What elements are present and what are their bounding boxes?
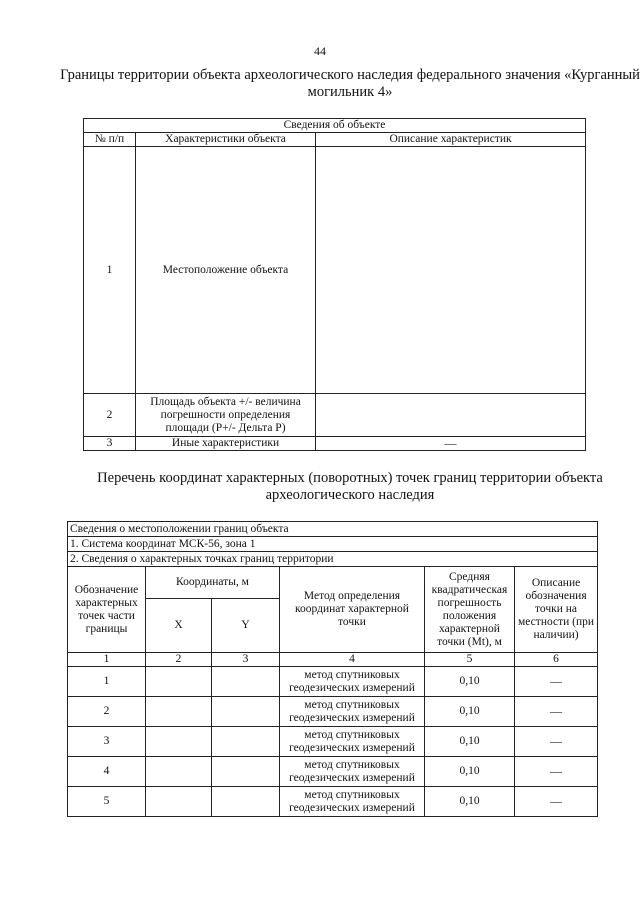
row-characteristic: Иные характеристики <box>136 437 316 451</box>
cell-description: — <box>515 787 598 817</box>
table-row <box>68 697 598 727</box>
coordinates-title: Перечень координат характерных (поворотных) точек границ территории объекта археологического наследия <box>97 470 603 503</box>
column-number: 2 <box>146 653 212 667</box>
table-row <box>68 727 598 757</box>
table-row <box>68 787 598 817</box>
column-number: 5 <box>425 653 515 667</box>
cell-accuracy: 0,10 <box>425 667 515 697</box>
row-num: 3 <box>84 437 136 451</box>
cell-y <box>212 667 280 697</box>
row-description <box>316 394 586 437</box>
cell-accuracy: 0,10 <box>425 697 515 727</box>
cell-accuracy: 0,10 <box>425 787 515 817</box>
cell-x <box>146 757 212 787</box>
cell-accuracy: 0,10 <box>425 757 515 787</box>
row-num: 1 <box>84 147 136 394</box>
header-point-description: Описание обозначения точки на местности (при наличии) <box>515 567 598 653</box>
column-number: 1 <box>68 653 146 667</box>
cell-description: — <box>515 697 598 727</box>
header-y: Y <box>212 599 280 653</box>
column-number: 3 <box>212 653 280 667</box>
cell-x <box>146 787 212 817</box>
cell-point: 2 <box>68 697 146 727</box>
page-number: 44 <box>314 44 326 58</box>
table-row <box>68 757 598 787</box>
cell-y <box>212 757 280 787</box>
cell-method: метод спутниковых геодезических измерений <box>280 757 425 787</box>
cell-description: — <box>515 757 598 787</box>
header-method: Метод определения координат характерной точки <box>280 567 425 653</box>
header-accuracy: Средняя квадратическая погрешность положения характерной точки (Mt), м <box>425 567 515 653</box>
column-number: 4 <box>280 653 425 667</box>
cell-x <box>146 667 212 697</box>
cell-y <box>212 787 280 817</box>
row-num: 2 <box>84 394 136 437</box>
info-row: 2. Сведения о характерных точках границ территории <box>68 552 598 567</box>
header-coords: Координаты, м <box>146 567 280 599</box>
cell-description: — <box>515 727 598 757</box>
cell-accuracy: 0,10 <box>425 727 515 757</box>
header-characteristic: Характеристики объекта <box>136 133 316 147</box>
cell-method: метод спутниковых геодезических измерений <box>280 697 425 727</box>
cell-point: 4 <box>68 757 146 787</box>
info-row: 1. Система координат МСК-56, зона 1 <box>68 537 598 552</box>
cell-y <box>212 697 280 727</box>
coordinates-table <box>67 521 598 817</box>
cell-x <box>146 727 212 757</box>
header-x: X <box>146 599 212 653</box>
table-row <box>84 394 586 437</box>
cell-x <box>146 697 212 727</box>
info-row: Сведения о местоположении границ объекта <box>68 522 598 537</box>
header-point: Обозначение характерных точек части границы <box>68 567 146 653</box>
cell-method: метод спутниковых геодезических измерений <box>280 667 425 697</box>
cell-point: 3 <box>68 727 146 757</box>
table-row <box>84 437 586 451</box>
row-description <box>316 147 586 394</box>
cell-point: 1 <box>68 667 146 697</box>
object-info-table <box>83 118 586 451</box>
header-description: Описание характеристик <box>316 133 586 147</box>
table-row <box>68 667 598 697</box>
page-title: Границы территории объекта археологического наследия федерального значения «Курганный могильник 4» <box>60 67 640 100</box>
column-number: 6 <box>515 653 598 667</box>
row-characteristic: Местоположение объекта <box>136 147 316 394</box>
cell-y <box>212 727 280 757</box>
header-num: № п/п <box>84 133 136 147</box>
table-row <box>84 147 586 394</box>
row-description: — <box>316 437 586 451</box>
cell-method: метод спутниковых геодезических измерений <box>280 787 425 817</box>
cell-description: — <box>515 667 598 697</box>
row-characteristic: Площадь объекта +/- величина погрешности определения площади (P+/- Дельта P) <box>136 394 316 437</box>
cell-point: 5 <box>68 787 146 817</box>
object-info-section-header: Сведения об объекте <box>84 119 586 133</box>
cell-method: метод спутниковых геодезических измерений <box>280 727 425 757</box>
